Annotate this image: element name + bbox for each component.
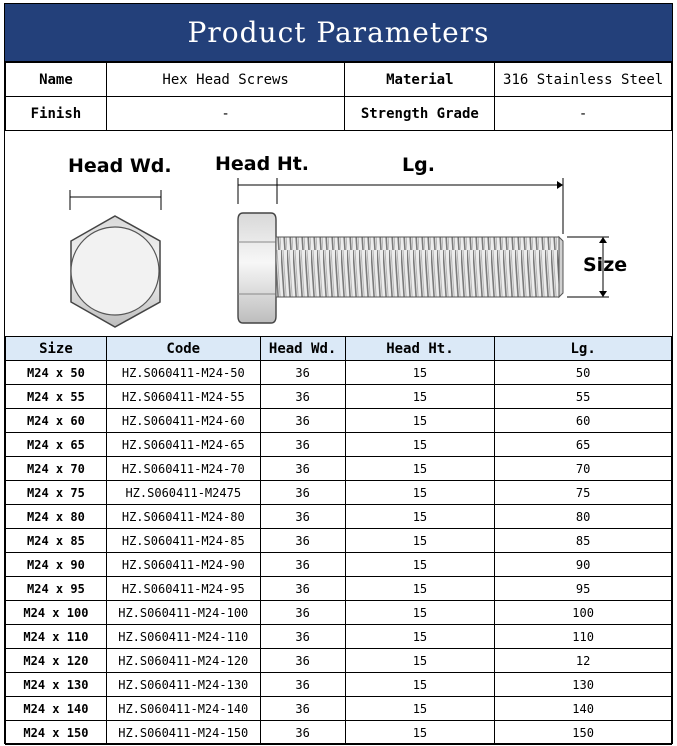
head-wd-cell: 36 [260,385,345,409]
head-ht-cell: 15 [345,577,495,601]
head-ht-cell: 15 [345,649,495,673]
spec-header-row [6,337,672,361]
code-cell: HZ.S060411-M24-55 [106,385,260,409]
material-value: 316 Stainless Steel [495,63,672,97]
head-wd-cell: 36 [260,649,345,673]
lg-cell: 50 [495,361,672,385]
head-ht-cell: 15 [345,721,495,745]
head-ht-cell: 15 [345,625,495,649]
finish-label: Finish [6,97,107,131]
lg-cell: 150 [495,721,672,745]
info-row [6,63,672,97]
code-cell: HZ.S060411-M2475 [106,481,260,505]
size-cell: M24 x 60 [6,409,107,433]
spec-table-body [6,361,672,745]
head-wd-cell: 36 [260,577,345,601]
lg-cell: 55 [495,385,672,409]
head-wd-cell: 36 [260,505,345,529]
head-wd-cell: 36 [260,625,345,649]
size-cell: M24 x 100 [6,601,107,625]
lg-cell: 70 [495,457,672,481]
code-cell: HZ.S060411-M24-70 [106,457,260,481]
size-cell: M24 x 90 [6,553,107,577]
head-wd-cell: 36 [260,433,345,457]
head-wd-cell: 36 [260,553,345,577]
info-table [5,62,672,131]
head-wd-cell: 36 [260,481,345,505]
col-header-size: Size [6,337,107,361]
table-row [6,385,672,409]
code-cell: HZ.S060411-M24-65 [106,433,260,457]
head-wd-cell: 36 [260,409,345,433]
head-ht-cell: 15 [345,457,495,481]
lg-cell: 100 [495,601,672,625]
table-row [6,577,672,601]
table-row [6,505,672,529]
head-wd-cell: 36 [260,529,345,553]
code-cell: HZ.S060411-M24-80 [106,505,260,529]
spec-table [5,336,672,745]
size-cell: M24 x 70 [6,457,107,481]
head-wd-cell: 36 [260,457,345,481]
code-cell: HZ.S060411-M24-95 [106,577,260,601]
table-row [6,361,672,385]
size-label: Size [583,254,628,276]
size-cell: M24 x 80 [6,505,107,529]
code-cell: HZ.S060411-M24-90 [106,553,260,577]
head-ht-cell: 15 [345,481,495,505]
lg-cell: 85 [495,529,672,553]
code-cell: HZ.S060411-M24-150 [106,721,260,745]
grade-label: Strength Grade [345,97,495,131]
head-wd-cell: 36 [260,697,345,721]
lg-cell: 140 [495,697,672,721]
code-cell: HZ.S060411-M24-85 [106,529,260,553]
lg-cell: 110 [495,625,672,649]
head-wd-cell: 36 [260,601,345,625]
col-header-head-wd: Head Wd. [260,337,345,361]
lg-cell: 95 [495,577,672,601]
name-label: Name [6,63,107,97]
table-row [6,601,672,625]
col-header-head-ht: Head Ht. [345,337,495,361]
code-cell: HZ.S060411-M24-130 [106,673,260,697]
lg-label: Lg. [402,154,435,176]
head-ht-label: Head Ht. [215,153,310,175]
size-cell: M24 x 110 [6,625,107,649]
size-cell: M24 x 85 [6,529,107,553]
table-row [6,673,672,697]
table-row [6,457,672,481]
code-cell: HZ.S060411-M24-100 [106,601,260,625]
head-ht-cell: 15 [345,433,495,457]
info-row [6,97,672,131]
head-ht-cell: 15 [345,697,495,721]
grade-value: - [495,97,672,131]
finish-value: - [106,97,345,131]
head-wd-label: Head Wd. [68,155,172,177]
col-header-lg: Lg. [495,337,672,361]
table-row [6,529,672,553]
head-ht-cell: 15 [345,409,495,433]
code-cell: HZ.S060411-M24-120 [106,649,260,673]
size-cell: M24 x 130 [6,673,107,697]
page-title: Product Parameters [5,4,672,62]
lg-cell: 65 [495,433,672,457]
table-row [6,649,672,673]
product-sheet [4,3,673,744]
bolt-side-view [238,178,609,323]
head-ht-cell: 15 [345,385,495,409]
size-cell: M24 x 120 [6,649,107,673]
bolt-drawing [5,130,672,337]
size-cell: M24 x 55 [6,385,107,409]
head-wd-cell: 36 [260,361,345,385]
bolt-diagram [5,130,672,336]
head-wd-cell: 36 [260,673,345,697]
lg-cell: 12 [495,649,672,673]
head-wd-cell: 36 [260,721,345,745]
material-label: Material [345,63,495,97]
size-cell: M24 x 65 [6,433,107,457]
head-ht-cell: 15 [345,601,495,625]
table-row [6,697,672,721]
table-row [6,721,672,745]
head-ht-cell: 15 [345,553,495,577]
head-ht-cell: 15 [345,673,495,697]
name-value: Hex Head Screws [106,63,345,97]
lg-cell: 90 [495,553,672,577]
lg-cell: 80 [495,505,672,529]
size-cell: M24 x 75 [6,481,107,505]
lg-cell: 60 [495,409,672,433]
code-cell: HZ.S060411-M24-50 [106,361,260,385]
hex-head-view [70,190,161,327]
size-cell: M24 x 150 [6,721,107,745]
code-cell: HZ.S060411-M24-60 [106,409,260,433]
table-row [6,481,672,505]
head-ht-cell: 15 [345,361,495,385]
code-cell: HZ.S060411-M24-140 [106,697,260,721]
table-row [6,553,672,577]
table-row [6,625,672,649]
head-ht-cell: 15 [345,505,495,529]
size-cell: M24 x 140 [6,697,107,721]
head-ht-cell: 15 [345,529,495,553]
col-header-code: Code [106,337,260,361]
size-cell: M24 x 50 [6,361,107,385]
lg-cell: 75 [495,481,672,505]
table-row [6,433,672,457]
code-cell: HZ.S060411-M24-110 [106,625,260,649]
lg-cell: 130 [495,673,672,697]
size-cell: M24 x 95 [6,577,107,601]
table-row [6,409,672,433]
